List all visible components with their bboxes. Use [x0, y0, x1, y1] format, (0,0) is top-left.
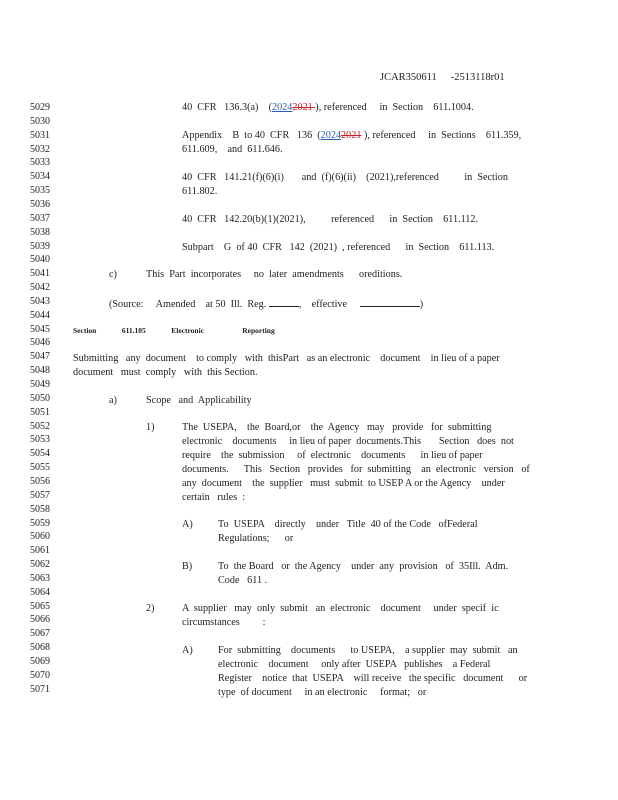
- line-number: 5036: [30, 198, 50, 210]
- paragraph-c-text: This Part incorporates no later amendments oreditions.: [146, 269, 403, 280]
- deleted-text: 2021: [341, 130, 362, 141]
- inserted-text: 2024: [272, 102, 293, 113]
- section-title: Electronic: [171, 326, 205, 335]
- deleted-text: 2021: [292, 102, 316, 113]
- item-2a-line: type of document in an electronic format; or: [218, 687, 427, 698]
- line-number: 5064: [30, 586, 50, 598]
- line-number: 5046: [30, 337, 50, 349]
- line-number: 5067: [30, 628, 50, 640]
- line-number: 5047: [30, 351, 50, 363]
- line-number: 5033: [30, 157, 50, 169]
- section-heading: [73, 324, 275, 338]
- item-1b-line: To the Board or the Agency under any provision of 35Ill. Adm.: [218, 561, 509, 572]
- line-number: 5040: [30, 254, 50, 266]
- item-2-line: circumstances :: [182, 617, 266, 628]
- line-number: 5054: [30, 448, 50, 460]
- line-number: 5029: [30, 102, 50, 113]
- source-text: (Source: Amended at 50 Ill. Reg.: [109, 299, 267, 310]
- line-number: 5055: [30, 462, 50, 474]
- line-number: 5065: [30, 600, 50, 612]
- line-number: 5048: [30, 365, 50, 377]
- item-2-marker: 2): [146, 603, 155, 614]
- ref-text: ), referenced in Section 611.1004.: [315, 102, 474, 113]
- item-1-line: electronic documents in lieu of paper documents.This Section does not: [182, 436, 514, 447]
- line-number: 5062: [30, 559, 50, 571]
- reference-142-20: 40 CFR 142.20(b)(1)(2021), referenced in Section 611.112.: [182, 214, 479, 225]
- line-number: 5041: [30, 268, 50, 280]
- item-a-heading: Scope and Applicability: [146, 395, 252, 406]
- line-number: 5030: [30, 115, 50, 127]
- item-1-line: The USEPA, the Board,or the Agency may provide for submitting: [182, 422, 492, 433]
- ref-text: 40 CFR 136.3(a) (: [182, 102, 272, 113]
- line-number: 5038: [30, 226, 50, 238]
- line-number: 5059: [30, 517, 50, 529]
- line-number: 5035: [30, 185, 50, 197]
- revision-number: -2513118r01: [450, 72, 505, 83]
- line-number: 5068: [30, 642, 50, 654]
- item-1a-line: To USEPA directly under Title 40 of the Code ofFederal: [218, 519, 478, 530]
- source-text: ): [419, 299, 424, 310]
- item-2a-marker: A): [182, 645, 193, 656]
- paragraph-c-marker: c): [109, 269, 117, 280]
- line-number: 5069: [30, 656, 50, 667]
- item-2a-line: For submitting documents to USEPA, a supplier may submit an: [218, 645, 518, 656]
- item-1-marker: 1): [146, 422, 155, 433]
- item-2a-line: Register notice that USEPA will receive the specific document or: [218, 673, 528, 684]
- reference-appendix-b: [182, 129, 521, 143]
- line-number: 5070: [30, 669, 50, 681]
- item-2-line: A supplier may only submit an electronic document under specif ic: [182, 603, 499, 614]
- section-label: Section: [73, 326, 97, 335]
- effective-date-blank: [360, 296, 420, 307]
- item-1a-line: Regulations; or: [218, 533, 294, 544]
- document-id: JCAR350611: [380, 72, 437, 83]
- item-a-marker: a): [109, 395, 117, 406]
- item-1b-marker: B): [182, 561, 193, 572]
- line-number: 5061: [30, 545, 50, 557]
- reference-141-21: 40 CFR 141.21(f)(6)(i) and (f)(6)(ii) (2021),referenced in Section: [182, 172, 508, 183]
- item-1-line: certain rules :: [182, 492, 246, 503]
- line-number: 5052: [30, 420, 50, 432]
- inserted-text: 2024: [320, 130, 342, 141]
- intro-paragraph-cont: document must comply with this Section.: [73, 367, 258, 378]
- line-number: 5057: [30, 489, 50, 501]
- line-number: 5063: [30, 572, 50, 584]
- line-number: 5045: [30, 323, 50, 335]
- line-number: 5042: [30, 282, 50, 294]
- line-number: 5066: [30, 614, 50, 626]
- intro-paragraph: Submitting any document to comply with thisPart as an electronic document in lieu of a paper: [73, 353, 500, 364]
- register-blank: [269, 296, 299, 307]
- line-number: 5071: [30, 683, 50, 695]
- reference-appendix-b-cont: 611.609, and 611.646.: [182, 144, 283, 155]
- source-text: , effective: [298, 299, 348, 310]
- item-1-line: documents. This Section provides for submitting an electronic version of: [182, 464, 530, 475]
- line-number: 5050: [30, 392, 50, 404]
- item-1a-marker: A): [182, 519, 193, 530]
- section-number: 611.105: [121, 326, 146, 335]
- item-1-line: require the submission of electronic documents in lieu of paper: [182, 450, 483, 461]
- line-number: 5056: [30, 475, 50, 487]
- line-number: 5037: [30, 212, 50, 224]
- line-number: 5032: [30, 143, 50, 155]
- line-number: 5031: [30, 129, 50, 141]
- item-1b-line: Code 611 .: [218, 575, 268, 586]
- line-number: 5049: [30, 379, 50, 390]
- line-number: 5060: [30, 531, 50, 543]
- item-2a-line: electronic document only after USEPA publishes a Federal: [218, 659, 491, 670]
- reference-136-3a: [182, 101, 474, 115]
- line-number: 5039: [30, 240, 50, 252]
- line-number: 5058: [30, 503, 50, 515]
- section-title: Reporting: [242, 326, 275, 335]
- line-number: 5034: [30, 171, 50, 183]
- document-header: [380, 72, 505, 83]
- line-number: 5043: [30, 295, 50, 307]
- reference-subpart-g: Subpart G of 40 CFR 142 (2021) , referenced in Section 611.113.: [182, 242, 495, 253]
- source-note: [109, 296, 423, 312]
- reference-141-21-cont: 611.802.: [182, 186, 218, 197]
- ref-text: Appendix B to 40 CFR 136 (: [182, 130, 321, 141]
- ref-text: ), referenced in Sections 611.359,: [361, 130, 522, 141]
- line-number: 5051: [30, 406, 50, 418]
- line-number: 5053: [30, 434, 50, 446]
- item-1-line: any document the supplier must submit to USEP A or the Agency under: [182, 478, 505, 489]
- line-number: 5044: [30, 309, 50, 321]
